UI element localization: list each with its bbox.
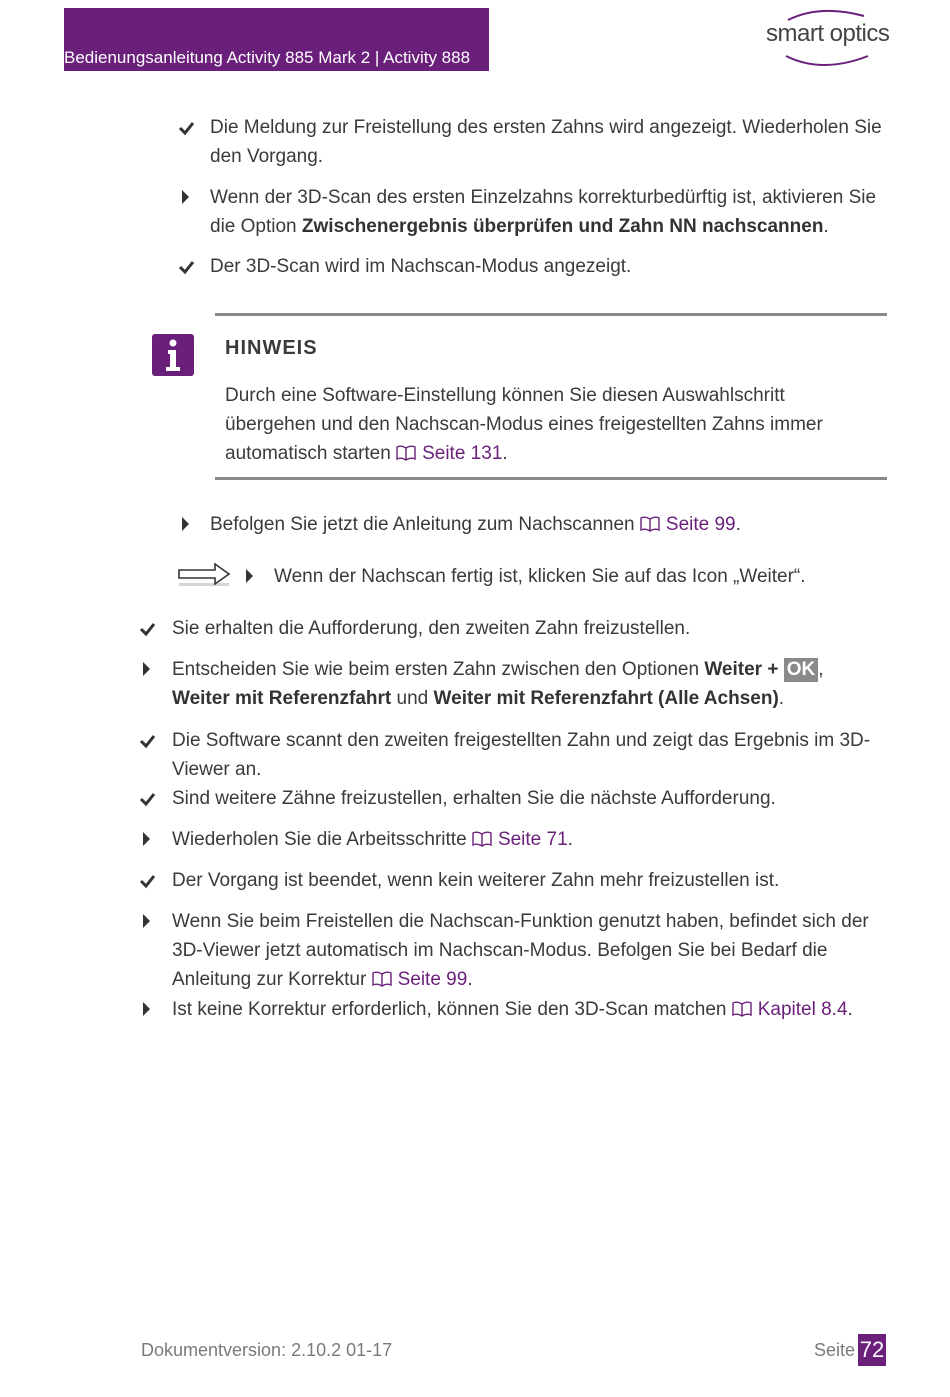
- step-text: [172, 825, 887, 854]
- separator: ,: [818, 659, 824, 680]
- arrow-right-icon: [177, 561, 233, 589]
- step-text: [210, 510, 890, 539]
- step-text: Die Software scannt den zweiten freigestellten Zahn und zeigt das Ergebnis im 3D-Viewer an.: [172, 730, 871, 780]
- document-version: Dokumentversion: 2.10.2 01-17: [141, 1340, 393, 1360]
- book-icon: [640, 516, 660, 532]
- step-text-pre: Wiederholen Sie die Arbeitsschritte: [172, 829, 472, 850]
- smart-optics-logo: [760, 6, 890, 68]
- step-text-pre: Wenn der 3D-Scan des ersten Einzelzahns korrekturbedürftig ist, aktivieren Sie die Option: [210, 187, 877, 237]
- step-text: [172, 655, 887, 713]
- page-number: 72: [858, 1334, 886, 1366]
- check-icon: [139, 784, 163, 813]
- page-label: Seite: [814, 1340, 856, 1360]
- option-name: Weiter mit Referenzfahrt: [172, 688, 392, 709]
- step-text: Der 3D-Scan wird im Nachscan-Modus angezeigt.: [210, 256, 632, 277]
- step-text-post: .: [467, 969, 473, 990]
- check-icon: [139, 614, 163, 643]
- check-icon: [178, 113, 202, 142]
- note-top-rule: [215, 313, 887, 316]
- triangle-icon: [178, 510, 202, 539]
- option-name: Weiter mit Referenzfahrt (Alle Achsen): [433, 688, 779, 709]
- note-post: .: [502, 443, 508, 464]
- triangle-icon: [139, 825, 163, 854]
- step-text-pre: Ist keine Korrektur erforderlich, können Sie den 3D-Scan matchen: [172, 999, 732, 1020]
- note-text: Durch eine Software-Einstellung können Sie diesen Auswahlschritt übergehen und den Nachscan-Modus eines freigestellten Zahns immer automatisch starten: [225, 385, 823, 464]
- document-title: Bedienungsanleitung Activity 885 Mark 2 | Activity 888: [64, 48, 471, 67]
- option-name: Weiter +: [704, 659, 784, 680]
- step-text-post: .: [823, 216, 829, 237]
- page-link[interactable]: Seite 131: [422, 443, 503, 464]
- step-text-pre: Entscheiden Sie wie beim ersten Zahn zwischen den Optionen: [172, 659, 705, 680]
- check-icon: [139, 726, 163, 755]
- check-icon: [139, 866, 163, 895]
- step-text: [172, 907, 884, 994]
- note-bottom-rule: [215, 477, 887, 480]
- page-link[interactable]: Seite 99: [397, 969, 468, 990]
- step-text: [210, 183, 890, 241]
- book-icon: [732, 1001, 752, 1017]
- step-text-pre: Befolgen Sie jetzt die Anleitung zum Nachscannen: [210, 514, 640, 535]
- triangle-icon: [139, 655, 163, 684]
- ok-button-badge: OK: [784, 658, 819, 682]
- check-icon: [178, 252, 202, 281]
- step-text: Wenn der Nachscan fertig ist, klicken Sie auf das Icon „Weiter“.: [274, 566, 806, 587]
- step-text: [172, 995, 887, 1024]
- info-icon: [152, 334, 194, 376]
- triangle-icon: [139, 907, 163, 936]
- note-title: HINWEIS: [225, 337, 318, 359]
- chapter-link[interactable]: Kapitel 8.4: [757, 999, 848, 1020]
- option-name: Zwischenergebnis überprüfen und Zahn NN nachscannen: [301, 216, 824, 237]
- step-text-post: .: [847, 999, 853, 1020]
- triangle-icon: [242, 562, 266, 591]
- triangle-icon: [139, 995, 163, 1024]
- step-text: Der Vorgang ist beendet, wenn kein weiterer Zahn mehr freizustellen ist.: [172, 870, 780, 891]
- book-icon: [396, 445, 416, 461]
- step-text-post: .: [567, 829, 573, 850]
- step-text-post: .: [735, 514, 741, 535]
- book-icon: [372, 971, 392, 987]
- logo-text: smart optics: [766, 20, 890, 47]
- page-link[interactable]: Seite 71: [497, 829, 568, 850]
- step-text: Sind weitere Zähne freizustellen, erhalten Sie die nächste Aufforderung.: [172, 788, 776, 809]
- triangle-icon: [178, 183, 202, 212]
- step-text-mid: und: [391, 688, 434, 709]
- book-icon: [472, 831, 492, 847]
- note-body: [225, 381, 865, 468]
- step-text: Die Meldung zur Freistellung des ersten Zahns wird angezeigt. Wiederholen Sie den Vorgang.: [210, 117, 882, 167]
- step-text-post: .: [778, 688, 785, 709]
- step-text: Sie erhalten die Aufforderung, den zweiten Zahn freizustellen.: [172, 618, 691, 639]
- step-text-pre: Wenn Sie beim Freistellen die Nachscan-Funktion genutzt haben, befindet sich der 3D-Viewer jetzt automatisch im Nachscan-Modus. Befolgen Sie bei Bedarf die Anleitung zur Korrektur: [172, 911, 869, 990]
- page-link[interactable]: Seite 99: [665, 514, 736, 535]
